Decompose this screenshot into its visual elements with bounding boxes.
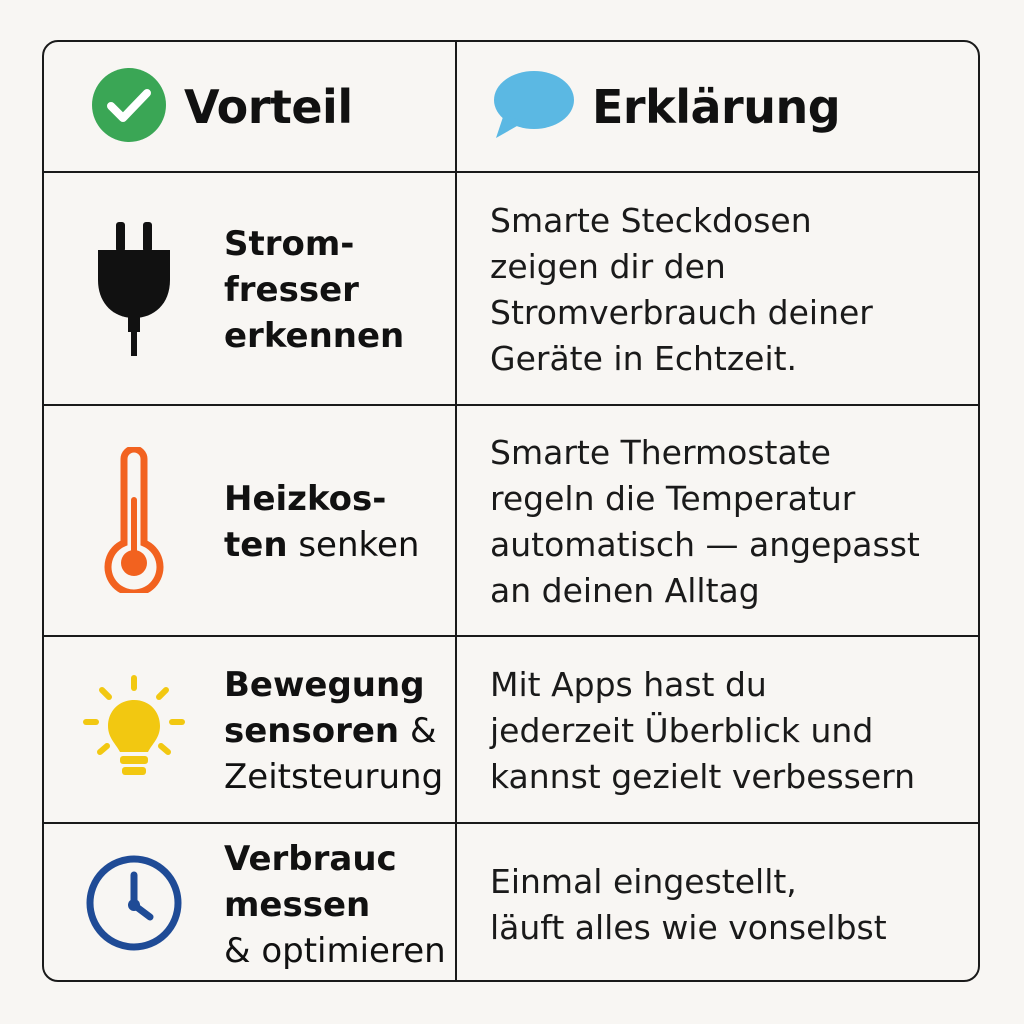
explanation-line: Smarte Thermostate (490, 432, 831, 472)
label-line (224, 928, 452, 974)
explanation-line: jederzeit Überblick und (490, 710, 874, 750)
clock-icon (84, 853, 184, 957)
speech-bubble-icon (490, 70, 574, 144)
benefits-table (42, 40, 980, 982)
label-text: messen (224, 885, 371, 925)
explanation-line: kannst gezielt verbessern (490, 756, 916, 796)
header-left-title: Vorteil (184, 79, 353, 134)
label-text: & (399, 710, 437, 751)
row-explanation (490, 406, 948, 637)
explanation-line: an deinen Alltag (490, 570, 760, 610)
header-left (92, 42, 353, 171)
label-text: Verbrauc (224, 839, 397, 879)
explanation-line: Geräte in Echtzeit. (490, 338, 798, 378)
explanation-line: regeln die Temperatur (490, 478, 856, 518)
row-icon-cell (44, 824, 224, 982)
check-circle-icon (92, 68, 166, 146)
label-text: Strom- (224, 223, 355, 264)
label-line (224, 221, 452, 267)
explanation-line: Mit Apps hast du (490, 664, 767, 704)
label-line (224, 662, 452, 708)
table-row (44, 171, 978, 406)
row-label (224, 406, 452, 637)
row-explanation (490, 173, 948, 406)
header-row (44, 42, 978, 171)
label-text: & optimieren (224, 931, 446, 971)
label-line (224, 476, 452, 522)
thermometer-icon (99, 447, 169, 597)
label-line (224, 882, 452, 928)
label-text: erkennen (224, 315, 405, 356)
label-text: sensoren (224, 710, 400, 751)
explanation-line: automatisch — angepasst (490, 524, 920, 564)
explanation-line: zeigen dir den (490, 246, 726, 286)
label-text: fresser (224, 269, 359, 310)
header-right (490, 42, 840, 171)
label-text: senken (287, 524, 420, 565)
label-text: Bewegung (224, 664, 425, 705)
lightbulb-icon (82, 674, 186, 788)
row-label (224, 637, 452, 824)
plug-icon (94, 218, 174, 362)
table-row (44, 822, 978, 982)
label-text: Heizkos- (224, 478, 387, 519)
explanation-line: Einmal eingestellt, (490, 862, 797, 901)
row-explanation (490, 637, 948, 824)
row-explanation (490, 824, 948, 982)
label-line (224, 836, 452, 882)
label-line (224, 754, 452, 800)
explanation-line: Smarte Steckdosen (490, 200, 812, 240)
explanation-line: Stromverbrauch deiner (490, 292, 873, 332)
label-text: Zeitsteurung (224, 756, 444, 797)
row-label (224, 173, 452, 406)
label-line (224, 522, 452, 568)
label-line (224, 267, 452, 313)
row-icon-cell (44, 406, 224, 637)
header-right-title: Erklärung (592, 79, 841, 134)
row-icon-cell (44, 637, 224, 824)
label-text: ten (224, 524, 288, 565)
row-icon-cell (44, 173, 224, 406)
table-row (44, 404, 978, 637)
label-line (224, 708, 452, 754)
row-label (224, 824, 452, 982)
label-line (224, 313, 452, 359)
table-row (44, 635, 978, 824)
explanation-line: läuft alles wie vonselbst (490, 908, 887, 947)
